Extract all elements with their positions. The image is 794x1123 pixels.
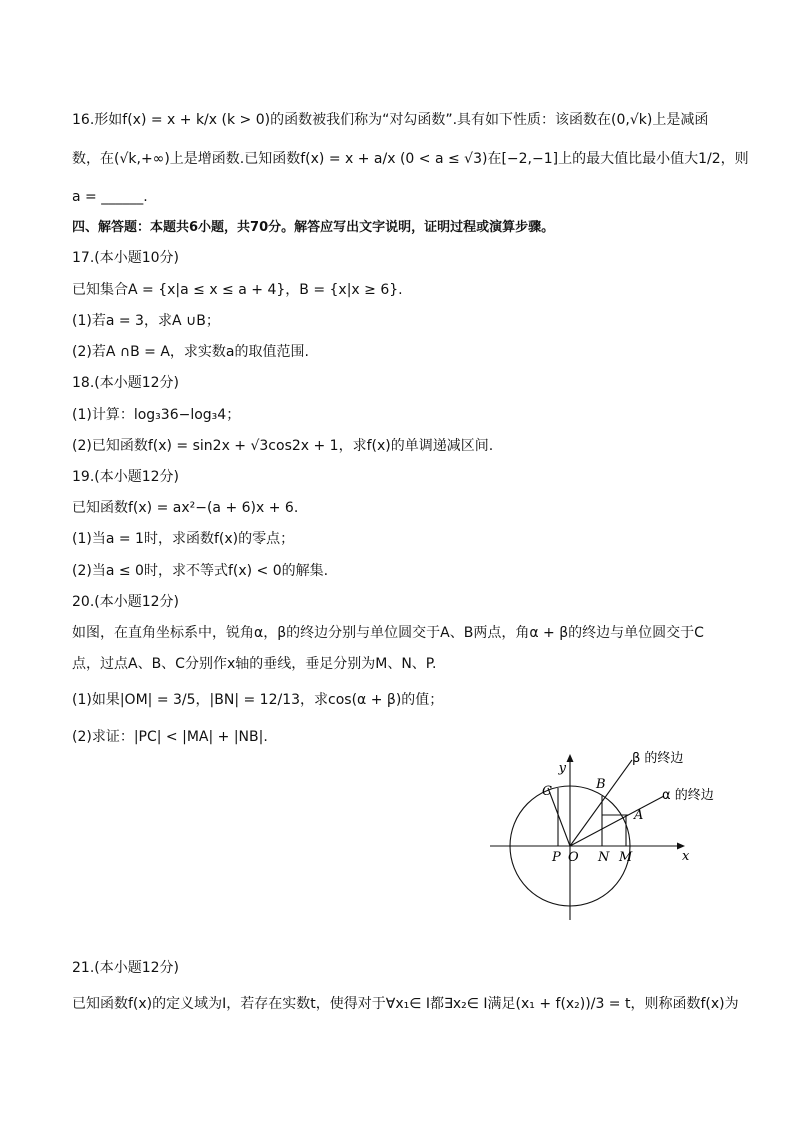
y-axis-label: y bbox=[558, 761, 566, 776]
alpha-side-label: α 的终边 bbox=[662, 788, 714, 803]
q21-header: 21.(本小题12分) bbox=[72, 960, 180, 976]
q19-header: 19.(本小题12分) bbox=[72, 469, 180, 485]
q16-line2: 数，在(√k,+∞)上是增函数.已知函数f(x) = x + a/x (0 < a ≤ √3)在[−2,−1]上的最大值比最小值大1/2，则 bbox=[72, 151, 749, 167]
q17-part2: (2)若A ∩B = A，求实数a的取值范围. bbox=[72, 344, 309, 360]
q21-stem: 已知函数f(x)的定义域为I，若存在实数t，使得对于∀x₁∈ I都∃x₂∈ I满足(x₁ + f(x₂))/3 = t，则称函数f(x)为 bbox=[72, 996, 739, 1012]
section-heading: 四、解答题：本题共6小题，共70分。解答应写出文字说明，证明过程或演算步骤。 bbox=[72, 220, 555, 235]
point-n-label: N bbox=[598, 850, 610, 865]
x-axis-label: x bbox=[682, 849, 690, 864]
y-axis-arrow bbox=[567, 754, 574, 762]
q18-part1: (1)计算：log₃36−log₃4； bbox=[72, 407, 241, 423]
q20-header: 20.(本小题12分) bbox=[72, 594, 180, 610]
point-b-label: B bbox=[596, 777, 606, 792]
q20-part2: (2)求证：|PC| < |MA| + |NB|. bbox=[72, 729, 268, 745]
q17-stem: 已知集合A = {x|a ≤ x ≤ a + 4}，B = {x|x ≥ 6}. bbox=[72, 282, 403, 298]
point-c-label: C bbox=[542, 784, 552, 799]
beta-terminal-side bbox=[570, 760, 632, 846]
q17-header: 17.(本小题10分) bbox=[72, 250, 180, 266]
q18-part2: (2)已知函数f(x) = sin2x + √3cos2x + 1，求f(x)的单调递减区间. bbox=[72, 438, 494, 454]
q20-stem-line1: 如图，在直角坐标系中，锐角α，β的终边分别与单位圆交于A、B两点，角α + β的终边与单位圆交于C bbox=[72, 625, 704, 641]
q17-part1: (1)若a = 3，求A ∪B； bbox=[72, 313, 220, 329]
point-o-label: O bbox=[568, 850, 579, 865]
alpha-terminal-side bbox=[570, 796, 664, 846]
q18-header: 18.(本小题12分) bbox=[72, 375, 180, 391]
q20-part1: (1)如果|OM| = 3/5，|BN| = 12/13，求cos(α + β)的值； bbox=[72, 692, 444, 708]
point-m-label: M bbox=[619, 850, 633, 865]
q19-stem: 已知函数f(x) = ax²−(a + 6)x + 6. bbox=[72, 500, 299, 516]
point-p-label: P bbox=[552, 850, 561, 865]
q16-line1: 16.形如f(x) = x + k/x (k > 0)的函数被我们称为“对勾函数”.具有如下性质：该函数在(0,√k)上是减函 bbox=[72, 112, 709, 128]
q20-stem-line2: 点，过点A、B、C分别作x轴的垂线，垂足分别为M、N、P. bbox=[72, 656, 437, 672]
q16-line3: a = ______. bbox=[72, 189, 148, 205]
point-a-label: A bbox=[634, 808, 644, 823]
unit-circle-figure bbox=[486, 744, 726, 926]
beta-side-label: β 的终边 bbox=[632, 751, 684, 766]
q19-part1: (1)当a = 1时，求函数f(x)的零点； bbox=[72, 531, 295, 547]
q19-part2: (2)当a ≤ 0时，求不等式f(x) < 0的解集. bbox=[72, 563, 329, 579]
